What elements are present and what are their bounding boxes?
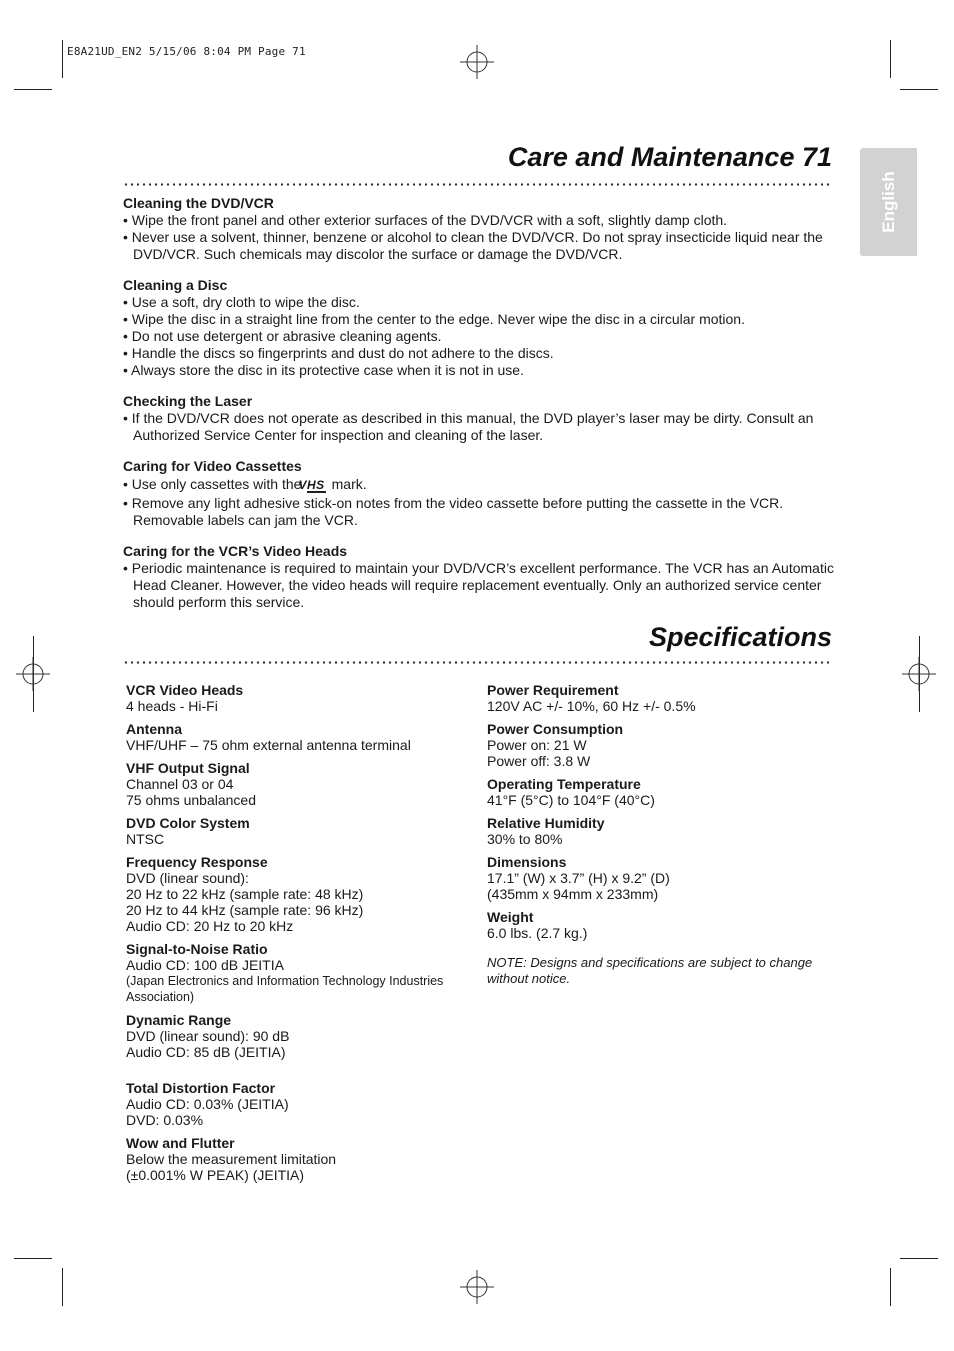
spec-value: (±0.001% W PEAK) (JEITIA) (126, 1167, 305, 1183)
dotted-rule (123, 661, 833, 664)
language-tab-label: English (878, 171, 898, 233)
specs-right-column (487, 682, 837, 987)
care-block (123, 277, 843, 379)
spec-value: 20 Hz to 44 kHz (sample rate: 96 kHz) (126, 902, 364, 918)
spec-value: 41°F (5°C) to 104°F (40°C) (487, 792, 655, 808)
care-block (123, 458, 843, 529)
spec-item (126, 721, 471, 753)
spec-label: DVD Color System (126, 815, 250, 831)
spec-value: Below the measurement limitation (126, 1151, 337, 1167)
spec-item (126, 682, 471, 714)
spec-value: Audio CD: 100 dB JEITIA (126, 957, 284, 973)
print-slug: E8A21UD_EN2 5/15/06 8:04 PM Page 71 (67, 45, 306, 58)
care-bullet: • Never use a solvent, thinner, benzene or alcohol to clean the DVD/VCR. Do not spray insecticide liquid near the DVD/VCR. Such chemicals may discolor the surface or damage the DVD/VCR. (123, 229, 823, 262)
spec-value: 17.1” (W) x 3.7” (H) x 9.2” (D) (487, 870, 670, 886)
spec-label: Relative Humidity (487, 815, 605, 831)
spec-value: Channel 03 or 04 (126, 776, 234, 792)
spec-item (126, 815, 471, 847)
crop-mark (890, 40, 891, 78)
care-heading: Caring for Video Cassettes (123, 458, 302, 474)
dotted-rule (123, 183, 833, 186)
specs-left-column (126, 682, 471, 1190)
spec-label: Total Distortion Factor (126, 1080, 276, 1096)
spec-value: 20 Hz to 22 kHz (sample rate: 48 kHz) (126, 886, 364, 902)
care-section (123, 195, 843, 625)
spec-item (126, 1012, 471, 1060)
spec-note: NOTE: Designs and specifications are subject to change without notice. (487, 955, 813, 986)
spec-value: NTSC (126, 831, 165, 847)
spec-item (487, 854, 837, 902)
vhs-logo: VHS (298, 478, 325, 492)
spec-label: Weight (487, 909, 534, 925)
care-bullet: • Remove any light adhesive stick-on notes from the video cassette before putting the cassette in the VCR. Removable labels can jam the VCR. (123, 495, 784, 528)
care-bullet: • Wipe the disc in a straight line from the center to the edge. Never wipe the disc in a circular motion. (123, 311, 745, 327)
care-heading: Caring for the VCR’s Video Heads (123, 543, 348, 559)
spec-item (126, 1080, 471, 1128)
crop-mark (14, 89, 52, 90)
spec-item (487, 682, 837, 714)
spec-label: Power Consumption (487, 721, 624, 737)
vhs-line-after: mark. (331, 476, 367, 492)
spec-label: Operating Temperature (487, 776, 641, 792)
crop-mark (62, 1268, 63, 1306)
language-tab (860, 148, 917, 256)
spec-label: Frequency Response (126, 854, 268, 870)
spec-item (126, 760, 471, 808)
spec-value: 75 ohms unbalanced (126, 792, 256, 808)
spec-item (126, 941, 471, 1005)
spec-value: DVD (linear sound): (126, 870, 249, 886)
registration-mark-icon (460, 45, 494, 79)
care-heading: Cleaning a Disc (123, 277, 228, 293)
vhs-line-before: • Use only cassettes with the (123, 476, 302, 492)
care-bullet: • If the DVD/VCR does not operate as described in this manual, the DVD player’s laser may be dirty. Consult an Authorized Service Center for inspection and cleaning of the laser. (123, 410, 814, 443)
spec-footnote: (Japan Electronics and Information Technology Industries Association) (126, 974, 444, 1004)
spec-value: Power on: 21 W (487, 737, 587, 753)
spec-value: DVD (linear sound): 90 dB (126, 1028, 290, 1044)
spec-label: Dynamic Range (126, 1012, 232, 1028)
care-heading: Cleaning the DVD/VCR (123, 195, 274, 211)
care-bullet (123, 476, 843, 493)
spec-label: Wow and Flutter (126, 1135, 235, 1151)
care-bullet: • Wipe the front panel and other exterior surfaces of the DVD/VCR with a soft, slightly damp cloth. (123, 212, 728, 228)
spec-value: VHF/UHF – 75 ohm external antenna terminal (126, 737, 411, 753)
page-title: Care and Maintenance 71 (507, 142, 832, 172)
spec-item (487, 776, 837, 808)
spec-value: Audio CD: 20 Hz to 20 kHz (126, 918, 294, 934)
registration-mark-icon (16, 657, 50, 691)
care-block (123, 195, 843, 263)
spec-item (126, 1135, 471, 1183)
registration-mark-icon (902, 657, 936, 691)
crop-mark (890, 1268, 891, 1306)
care-block (123, 543, 843, 611)
spec-item (126, 854, 471, 934)
spec-label: Antenna (126, 721, 182, 737)
crop-mark (62, 40, 63, 78)
spec-value: Audio CD: 85 dB (JEITIA) (126, 1044, 286, 1060)
spec-label: VHF Output Signal (126, 760, 250, 776)
care-bullet: • Handle the discs so fingerprints and dust do not adhere to the discs. (123, 345, 554, 361)
crop-mark (14, 1258, 52, 1259)
spec-label: Dimensions (487, 854, 567, 870)
spec-value: 6.0 lbs. (2.7 kg.) (487, 925, 588, 941)
spec-value: (435mm x 94mm x 233mm) (487, 886, 659, 902)
spec-value: 4 heads - Hi-Fi (126, 698, 218, 714)
registration-mark-icon (460, 1270, 494, 1304)
spec-label: Signal-to-Noise Ratio (126, 941, 268, 957)
spec-label: VCR Video Heads (126, 682, 244, 698)
spec-value: Power off: 3.8 W (487, 753, 591, 769)
spec-label: Power Requirement (487, 682, 619, 698)
crop-mark (900, 89, 938, 90)
care-heading: Checking the Laser (123, 393, 253, 409)
spec-item (487, 909, 837, 941)
spec-value: 30% to 80% (487, 831, 563, 847)
care-bullet: • Use a soft, dry cloth to wipe the disc. (123, 294, 360, 310)
spec-value: Audio CD: 0.03% (JEITIA) (126, 1096, 289, 1112)
care-bullet: • Periodic maintenance is required to maintain your DVD/VCR’s excellent performance. The VCR has an Automatic Head Cleaner. However, the video heads will require replacement eventually. Only an authorized service center should perform this service. (123, 560, 834, 610)
spec-item (487, 721, 837, 769)
care-bullet: • Do not use detergent or abrasive cleaning agents. (123, 328, 442, 344)
specifications-title: Specifications (648, 622, 832, 652)
spec-item (487, 815, 837, 847)
care-bullet: • Always store the disc in its protective case when it is not in use. (123, 362, 524, 378)
care-block (123, 393, 843, 444)
spec-value: DVD: 0.03% (126, 1112, 204, 1128)
spec-value: 120V AC +/- 10%, 60 Hz +/- 0.5% (487, 698, 696, 714)
crop-mark (900, 1258, 938, 1259)
